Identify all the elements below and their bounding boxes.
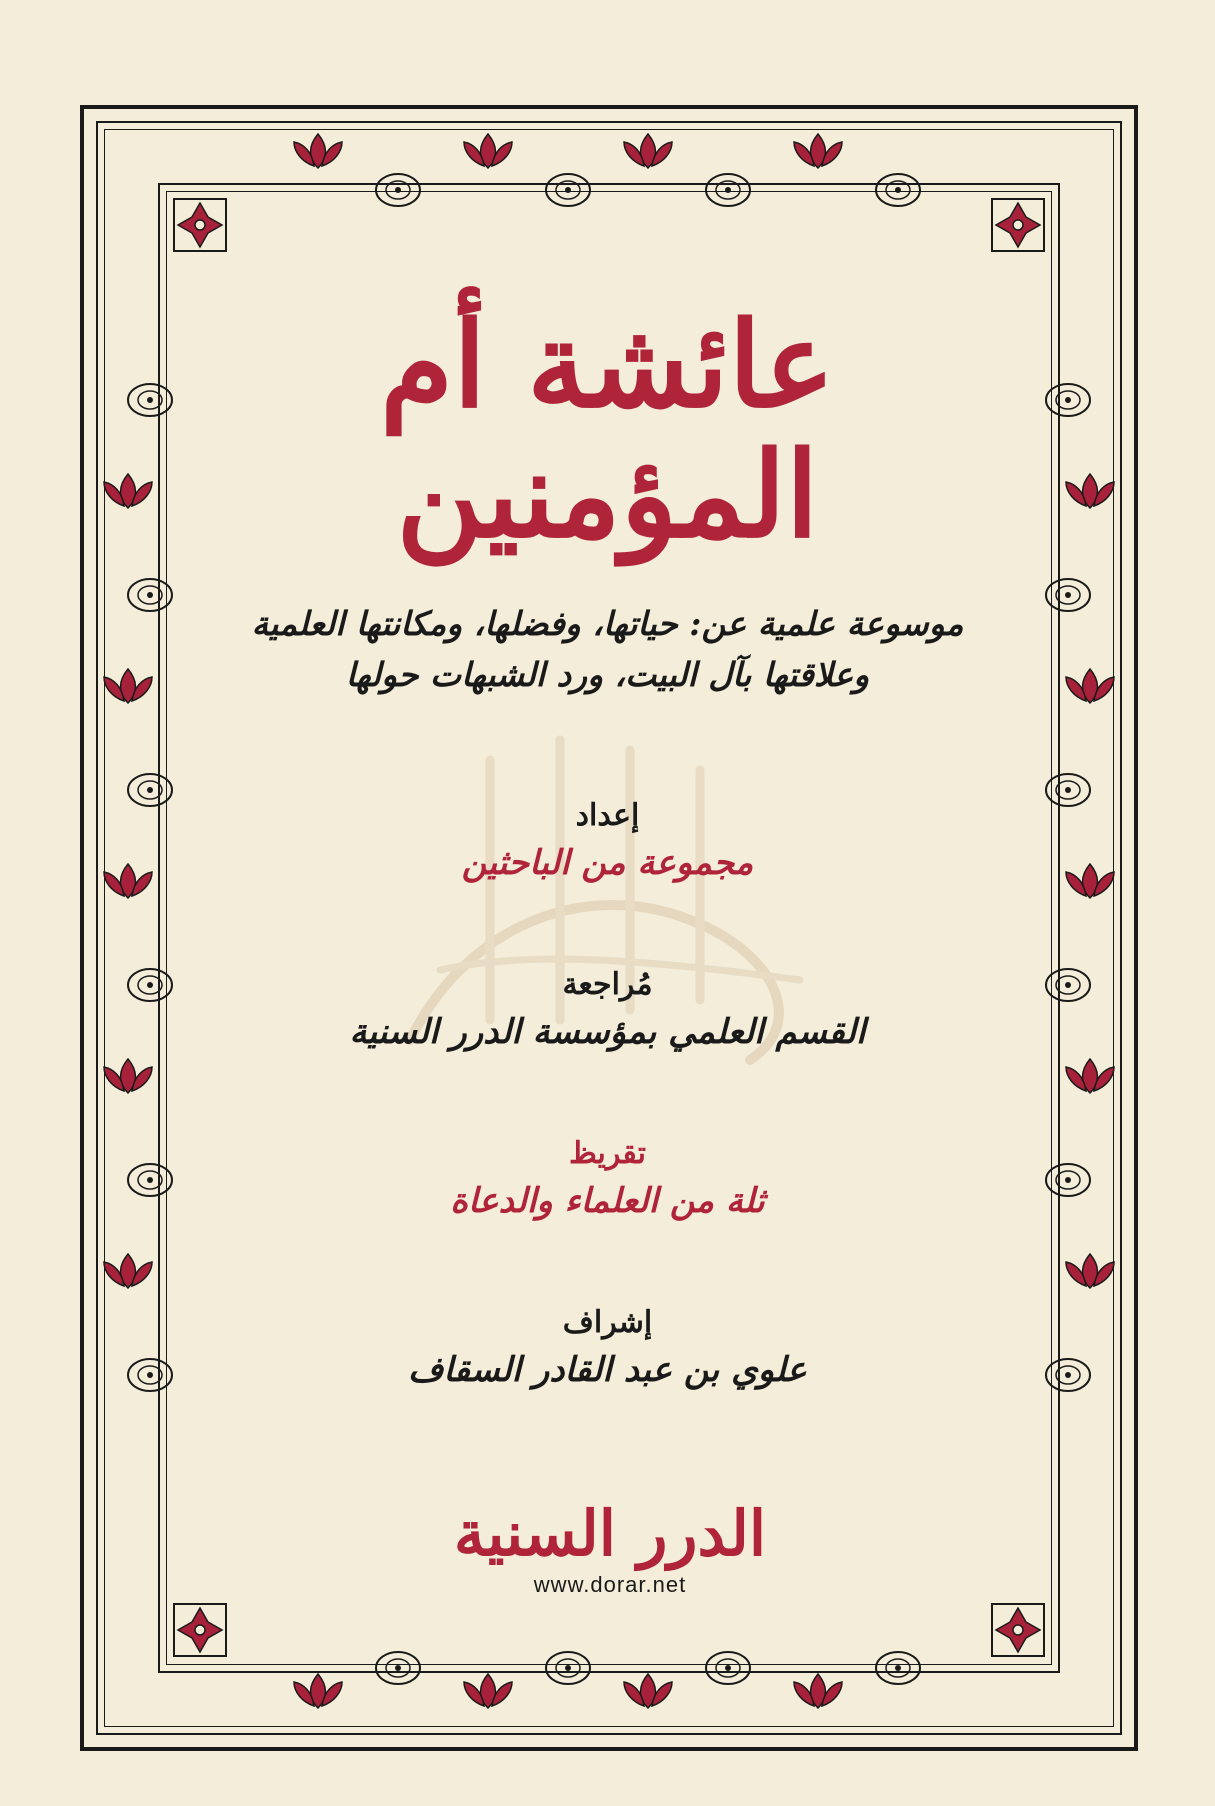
publisher-logo: الدرر السنية [453, 1497, 767, 1570]
corner-ornament-icon [174, 199, 226, 251]
endorsement-label: تقريظ [569, 1136, 646, 1172]
lotus-ornament-icon [104, 864, 152, 898]
book-title: عائشة أم المؤمنين [380, 295, 835, 564]
lotus-ornament-icon [794, 134, 842, 168]
knot-ornament-icon [546, 174, 590, 206]
knot-ornament-icon [376, 174, 420, 206]
lotus-ornament-icon [1066, 669, 1114, 703]
subtitle-line-2: وعلاقتها بآل البيت، ورد الشبهات حولها [345, 654, 870, 694]
preparation-value: مجموعة من الباحثين [461, 842, 754, 883]
knot-ornament-icon [128, 579, 172, 611]
endorsement-block [180, 1134, 1035, 1223]
lotus-ornament-icon [294, 134, 342, 168]
corner-ornament-icon [174, 1604, 226, 1656]
knot-ornament-icon [1046, 579, 1090, 611]
knot-ornament-icon [876, 174, 920, 206]
preparation-label: إعداد [575, 797, 640, 833]
review-value: القسم العلمي بمؤسسة الدرر السنية [349, 1012, 866, 1053]
knot-ornament-icon [1046, 969, 1090, 1001]
knot-ornament-icon [128, 1164, 172, 1196]
knot-ornament-icon [128, 1359, 172, 1391]
supervision-block [180, 1303, 1035, 1392]
knot-ornament-icon [1046, 1164, 1090, 1196]
corner-ornament-icon [992, 199, 1044, 251]
lotus-ornament-icon [464, 134, 512, 168]
lotus-ornament-icon [1066, 1254, 1114, 1288]
supervision-label: إشراف [562, 1305, 653, 1341]
knot-ornament-icon [706, 1652, 750, 1684]
publisher-url: www.dorar.net [533, 1572, 687, 1598]
lotus-ornament-icon [294, 1674, 342, 1708]
knot-ornament-icon [706, 174, 750, 206]
knot-ornament-icon [376, 1652, 420, 1684]
lotus-ornament-icon [104, 1254, 152, 1288]
publisher-block [400, 1497, 820, 1598]
lotus-ornament-icon [104, 669, 152, 703]
title-page-content [180, 295, 1035, 1393]
lotus-ornament-icon [794, 1674, 842, 1708]
knot-ornament-icon [546, 1652, 590, 1684]
knot-ornament-icon [128, 969, 172, 1001]
supervision-value: علوي بن عبد القادر السقاف [408, 1350, 807, 1391]
book-subtitle [180, 598, 1035, 700]
lotus-ornament-icon [104, 474, 152, 508]
knot-ornament-icon [1046, 1359, 1090, 1391]
endorsement-value: ثلة من العلماء والدعاة [450, 1181, 765, 1222]
knot-ornament-icon [1046, 774, 1090, 806]
lotus-ornament-icon [624, 1674, 672, 1708]
lotus-ornament-icon [1066, 864, 1114, 898]
review-label: مُراجعة [562, 967, 653, 1003]
lotus-ornament-icon [1066, 474, 1114, 508]
lotus-ornament-icon [1066, 1059, 1114, 1093]
lotus-ornament-icon [624, 134, 672, 168]
subtitle-line-1: موسوعة علمية عن: حياتها، وفضلها، ومكانتها العلمية [251, 603, 964, 643]
knot-ornament-icon [1046, 384, 1090, 416]
knot-ornament-icon [128, 774, 172, 806]
lotus-ornament-icon [104, 1059, 152, 1093]
lotus-ornament-icon [464, 1674, 512, 1708]
preparation-block [180, 796, 1035, 885]
corner-ornament-icon [992, 1604, 1044, 1656]
knot-ornament-icon [128, 384, 172, 416]
knot-ornament-icon [876, 1652, 920, 1684]
review-block [180, 965, 1035, 1054]
